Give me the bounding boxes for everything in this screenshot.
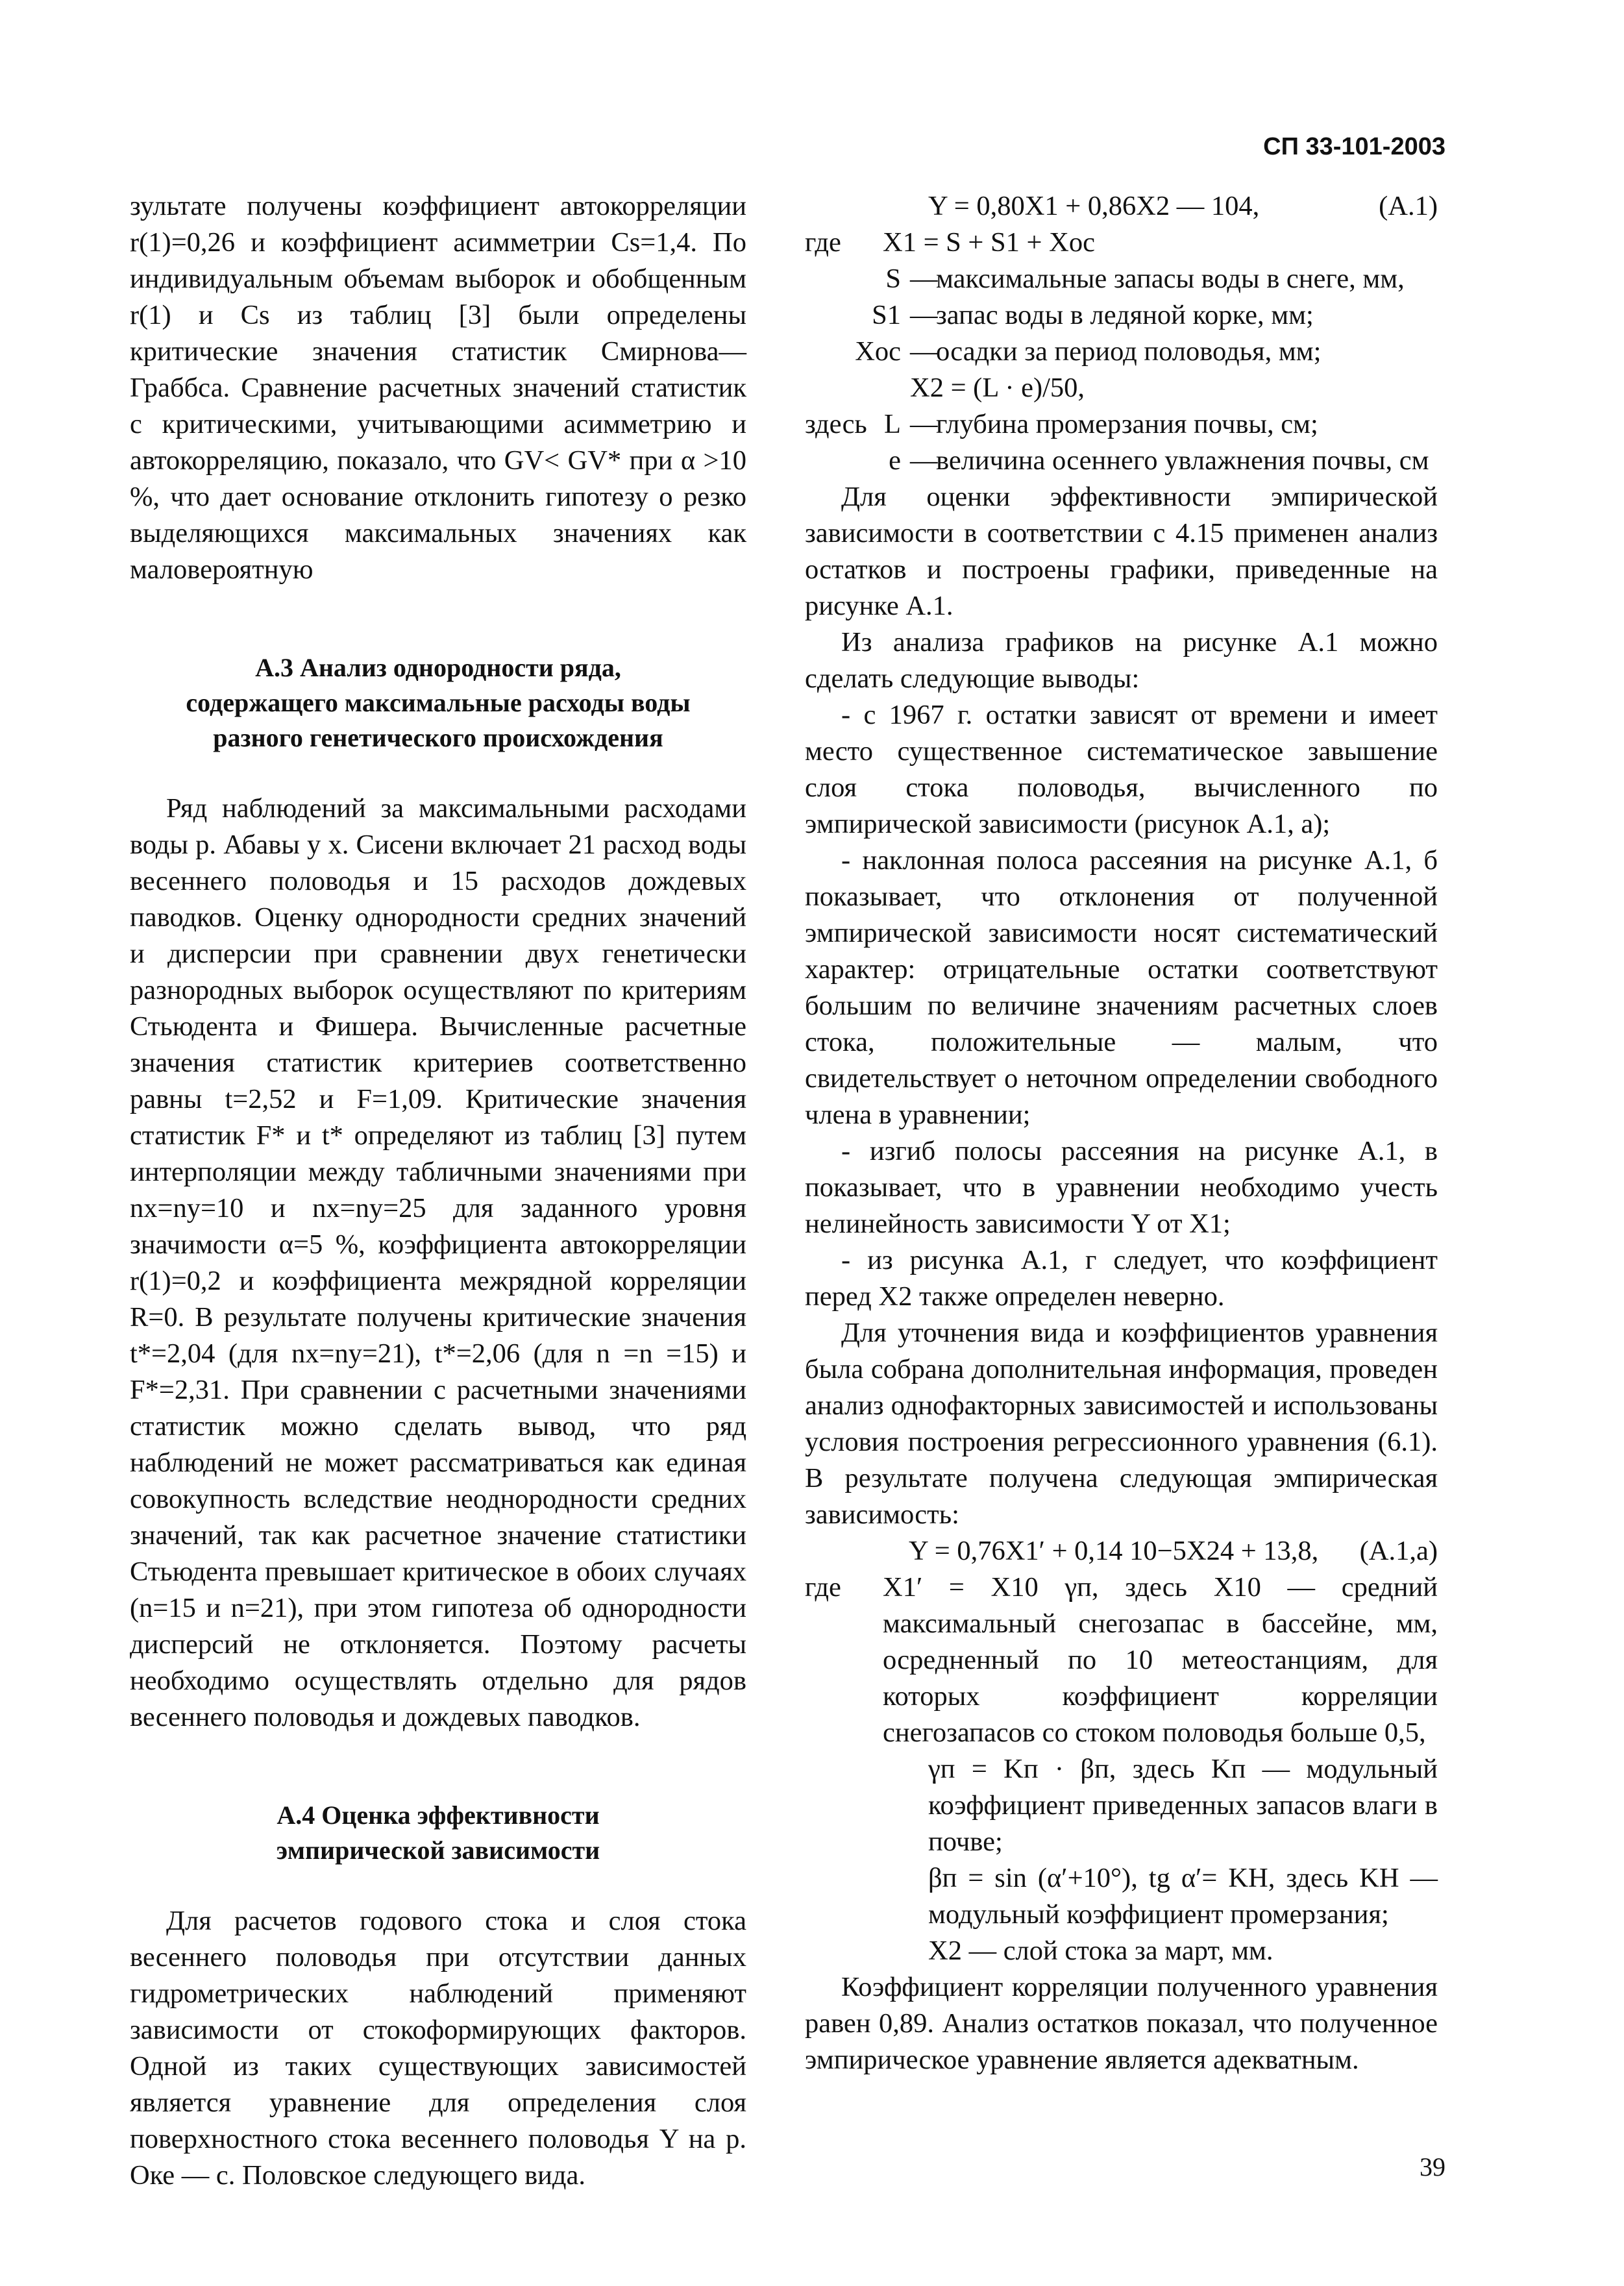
paragraph-conclusions-intro: Из анализа графиков на рисунке А.1 можно сделать следующие выводы: (805, 627, 1438, 694)
where-key: где (805, 227, 841, 258)
equation-a1 (805, 188, 1438, 225)
document-code: СП 33-101-2003 (1263, 133, 1446, 160)
definition-symbol: L (884, 409, 901, 439)
definition-row: здесь L — глубина промерзания почвы, см; (805, 406, 1438, 443)
definition-row: S — максимальные запасы воды в снеге, мм, (805, 261, 1438, 297)
where-key: где (805, 1572, 841, 1603)
equation-number: (А.1,а) (1359, 1536, 1438, 1566)
definition-text: глубина промерзания почвы, см; (936, 409, 1318, 439)
paragraph-residual-analysis: Для оценки эффективности эмпирической зависимости в соответствии с 4.15 применен анализ остатков и построены графики, приведенные на рисунке А.1. (805, 482, 1438, 621)
definition-row: e — величина осеннего увлажнения почвы, см (805, 443, 1438, 479)
definition-text: величина осеннего увлажнения почвы, см (936, 445, 1429, 476)
definition-text: осадки за период половодья, мм; (936, 336, 1322, 367)
paragraph-homogeneity: Ряд наблюдений за максимальными расходами воды р. Абавы у х. Сисени включает 21 расход воды весеннего половодья и 15 расходов дождевых паводков. Оценку однородности средних значений и дисперсии при сравнении двух генетически разнородных выборок осуществляют по критериям Стьюдента и Фишера. Вычисленные расчетные значения статистик критериев соответственно равны t=2,52 и F=1,09. Критические значения статистик F* и t* определяют из таблиц [3] путем интерполяции между табличными значениями при nx=ny=10 и nx=ny=25 для заданного уровня значимости α=5 %, коэффициента автокорреляции r(1)=0,2 и коэффициента межрядной корреляции R=0. В результате получены критические значения t*=2,04 (для nx=ny=21), t*=2,06 (для n =n =15) и F*=2,31. При сравнении с расчетными значениями статистик можно сделать вывод, что ряд наблюдений не может рассматриваться как единая совокупность вследствие неоднородности средних значений, так как расчетное значение статистики Стьюдента превышает критическое в обоих случаях (n=15 и n=21), при этом гипотеза об однородности дисперсий не отклоняется. Поэтому расчеты необходимо осуществлять отдельно для рядов весеннего половодья и дождевых паводков. (130, 793, 746, 1732)
gamma-definition: γп = Kп · βп, здесь Kп — модульный коэффициент приведенных запасов влаги в почве; (928, 1754, 1438, 1857)
equation-a1a (805, 1533, 1438, 1569)
heading-line: содержащего максимальные расходы воды (186, 688, 691, 717)
x2-definition-row (805, 370, 1438, 406)
bullet-item: - из рисунка А.1, г следует, что коэффициент перед X2 также определен неверно. (805, 1245, 1438, 1312)
where-block-2 (805, 1569, 1438, 1751)
definition-symbol: S1 (872, 300, 901, 330)
definition-row: Xoc — осадки за период половодья, мм; (805, 334, 1438, 370)
right-column (805, 188, 1438, 2078)
definition-text: запас воды в ледяной корке, мм; (936, 300, 1314, 330)
where-block-1 (805, 225, 1438, 261)
heading-line: разного генетического происхождения (213, 723, 663, 752)
definition-symbol: S (885, 264, 901, 294)
heading-line: эмпирической зависимости (276, 1836, 600, 1865)
zdes-key: здесь (805, 409, 867, 439)
paragraph-conclusion-smirnov: зультате получены коэффициент автокорреляции r(1)=0,26 и коэффициент асимметрии Cs=1,4. По индивидуальным объемам выборок и обобщенным r(1) и Cs из таблиц [3] были определены критические значения статистик Смирнова—Граббса. Сравнение расчетных значений статистик с критическими, учитывающими асимметрию и автокорреляцию, показало, что GV< GV* при α >10 %, что дает основание отклонить гипотезу о резко выделяющихся максимальных значениях как маловероятную (130, 191, 746, 585)
x1-definition: X1 = S + S1 + Xoc (883, 227, 1095, 258)
definition-text: максимальные запасы воды в снеге, мм, (936, 264, 1405, 294)
section-heading-a4 (130, 1798, 746, 1868)
definition-symbol: e (889, 445, 901, 476)
x1-prime-definition: X1′ = X10 γп, здесь X10 — средний максимальный снегозапас в бассейне, мм, осредненный по 10 метеостанциям, для которых коэффициент корреляции снегозапасов со стоком половодья больше 0,5, (883, 1572, 1438, 1748)
heading-line: А.4 Оценка эффективности (277, 1801, 600, 1830)
equation-number: (А.1) (1379, 191, 1438, 221)
left-column (130, 188, 746, 2194)
definition-symbol: Xoc (855, 336, 901, 367)
equation-body: Y = 0,80X1 + 0,86X2 — 104, (928, 191, 1260, 221)
beta-definition: βп = sin (α′+10°), tg α′= KH, здесь KH — модульный коэффициент промерзания; (928, 1863, 1438, 1930)
bullet-item: - с 1967 г. остатки зависят от времени и имеет место существенное систематическое завышение слоя стока половодья, вычисленного по эмпирической зависимости (рисунок А.1, а); (805, 700, 1438, 839)
bullet-item: - изгиб полосы рассеяния на рисунке А.1, в показывает, что в уравнении необходимо учесть нелинейность зависимости Y от X1; (805, 1136, 1438, 1239)
x2-march-definition: X2 — слой стока за март, мм. (928, 1936, 1273, 1966)
definition-row: S1 — запас воды в ледяной корке, мм; (805, 297, 1438, 334)
heading-line: А.3 Анализ однородности ряда, (255, 653, 621, 682)
bullet-item: - наклонная полоса рассеяния на рисунке А.1, б показывает, что отклонения от полученной эмпирической зависимости носят систематический характер: отрицательные остатки соответствуют большим по величине значениям расчетных слоев стока, положительные — малым, что свидетельствует о неточном определении свободного члена в уравнении; (805, 845, 1438, 1130)
paragraph-empirical-intro: Для расчетов годового стока и слоя стока весеннего половодья при отсутствии данных гидрометрических наблюдений применяют зависимости от стокоформирующих факторов. Одной из таких существующих зависимостей является уравнение для определения слоя поверхностного стока весеннего половодья Y на р. Оке — с. Половское следующего вида. (130, 1906, 746, 2191)
equation-body: Y = 0,76X1′ + 0,14 10−5X24 + 13,8, (909, 1536, 1319, 1566)
x2-definition: X2 = (L · e)/50, (910, 373, 1085, 403)
page-number: 39 (1420, 2152, 1446, 2182)
section-heading-a3 (130, 650, 746, 756)
paragraph-refinement: Для уточнения вида и коэффициентов уравнения была собрана дополнительная информация, проведен анализ однофакторных зависимостей и использованы условия построения регрессионного уравнения (6.1). В результате получена следующая эмпирическая зависимость: (805, 1318, 1438, 1530)
paragraph-correlation-result: Коэффициент корреляции полученного уравнения равен 0,89. Анализ остатков показал, что полученное эмпирическое уравнение является адекватным. (805, 1972, 1438, 2075)
